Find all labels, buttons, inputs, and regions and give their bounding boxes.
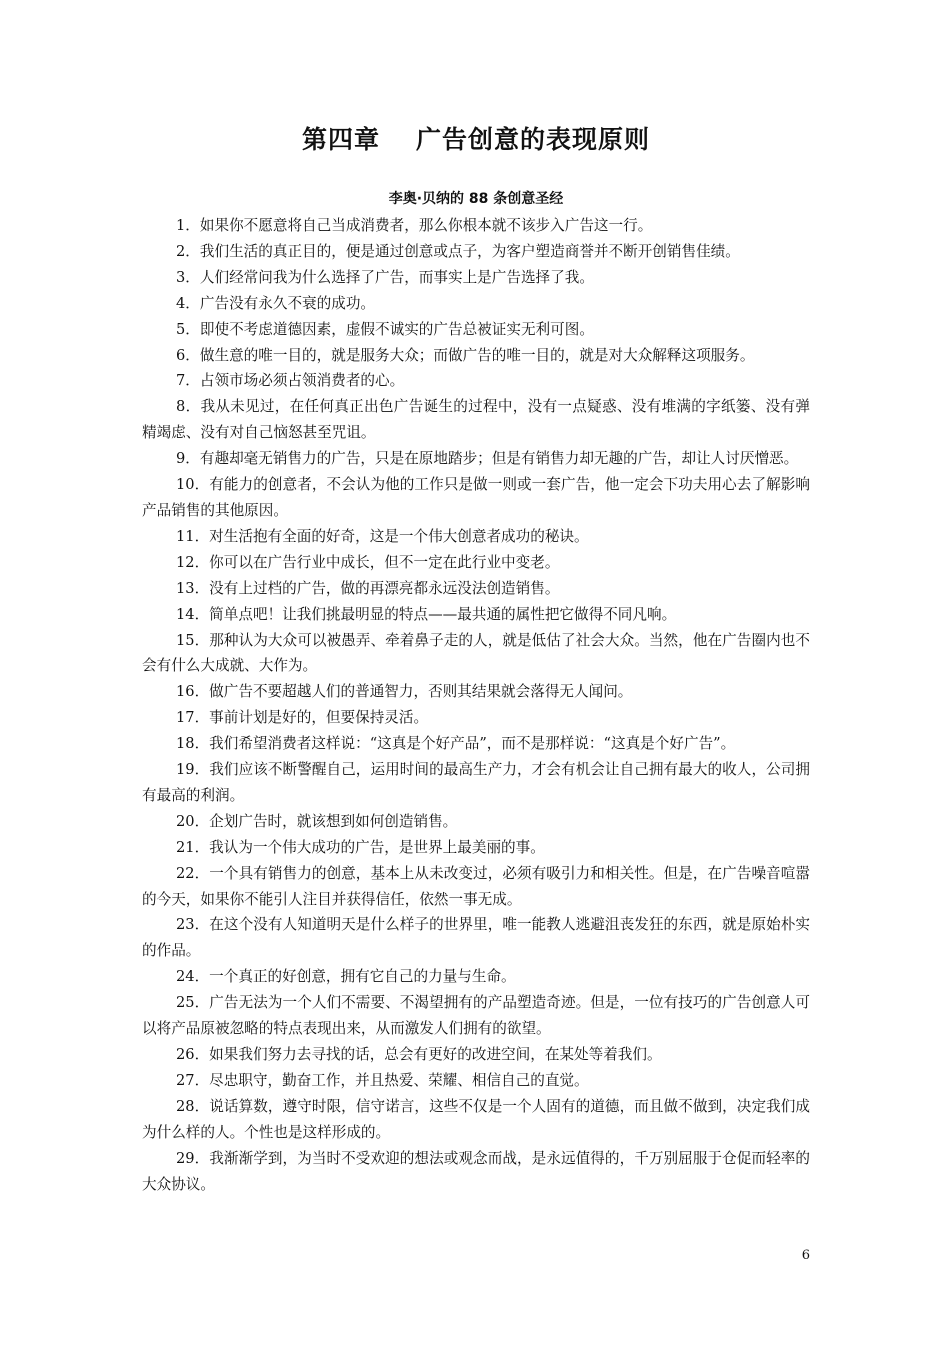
rule-item: 20．企划广告时，就该想到如何创造销售。 xyxy=(176,812,458,830)
rule-item: 5．即使不考虑道德因素，虚假不诚实的广告总被证实无利可图。 xyxy=(176,320,594,338)
rule-item: 24．一个真正的好创意，拥有它自己的力量与生命。 xyxy=(176,968,516,986)
rule-item: 16．做广告不要超越人们的普通智力，否则其结果就会落得无人闻问。 xyxy=(176,683,633,701)
rule-item: 25．广告无法为一个人们不需要、不渴望拥有的产品塑造奇迹。但是，一位有技巧的广告创意人可以将产品原被忽略的特点表现出来，从而激发人们拥有的欲望。 xyxy=(142,994,810,1038)
rule-item: 10．有能力的创意者，不会认为他的工作只是做一则或一套广告，他一定会下功夫用心去了解影响产品销售的其他原因。 xyxy=(142,476,810,519)
rule-item: 17．事前计划是好的，但要保持灵活。 xyxy=(176,709,429,727)
rule-item: 28．说话算数，遵守时限，信守诺言，这些不仅是一个人固有的道德，而且做不做到，决定我们成为什么样的人。个性也是这样形成的。 xyxy=(142,1097,810,1141)
rule-item: 12．你可以在广告行业中成长，但不一定在此行业中变老。 xyxy=(176,553,560,571)
rule-item: 15．那种认为大众可以被愚弄、牵着鼻子走的人，就是低估了社会大众。当然，他在广告圈内也不会有什么大成就、大作为。 xyxy=(142,631,810,675)
rule-item: 18．我们希望消费者这样说：“这真是个好产品”，而不是那样说：“这真是个好广告”。 xyxy=(176,735,736,753)
chapter-label: 第四章 xyxy=(301,125,380,154)
rule-item: 13．没有上过档的广告，做的再漂亮都永远没法创造销售。 xyxy=(176,579,560,597)
rule-item: 19．我们应该不断警醒自己，运用时间的最高生产力，才会有机会让自己拥有最大的收人，公司拥有最高的利润。 xyxy=(142,761,810,804)
rule-item: 8．我从未见过，在任何真正出色广告诞生的过程中，没有一点疑惑、没有堆满的字纸篓、没有弹精竭虑、没有对自己恼怒甚至咒诅。 xyxy=(142,398,810,442)
rule-item: 29．我渐渐学到，为当时不受欢迎的想法或观念而战，是永远值得的，千万别屈服于仓促而轻率的大众协议。 xyxy=(142,1149,810,1193)
chapter-name: 广告创意的表现原则 xyxy=(416,125,651,154)
rule-item: 2．我们生活的真正目的，便是通过创意或点子，为客户塑造商誉并不断开创销售佳绩。 xyxy=(176,242,740,260)
rule-item: 11．对生活抱有全面的好奇，这是一个伟大创意者成功的秘诀。 xyxy=(176,527,589,545)
chapter-title xyxy=(0,122,952,158)
rule-item: 1．如果你不愿意将自己当成消费者，那么你根本就不该步入广告这一行。 xyxy=(176,217,653,234)
section-title: 李奥·贝纳的 88 条创意圣经 xyxy=(388,191,564,207)
page-number: 6 xyxy=(801,1248,810,1263)
rule-item: 22．一个具有销售力的创意，基本上从未改变过，必须有吸引力和相关性。但是，在广告噪音喧嚣的今天，如果你不能引人注目并获得信任，依然一事无成。 xyxy=(142,864,810,908)
rule-item: 3．人们经常问我为什么选择了广告，而事实上是广告选择了我。 xyxy=(176,268,594,286)
rule-item: 14．简单点吧！让我们挑最明显的特点——最共通的属性把它做得不同凡响。 xyxy=(176,605,677,623)
rule-item: 27．尽忠职守，勤奋工作，并且热爱、荣耀、相信自己的直觉。 xyxy=(176,1071,589,1089)
rule-item: 4．广告没有永久不衰的成功。 xyxy=(176,294,376,312)
rule-item: 21．我认为一个伟大成功的广告，是世界上最美丽的事。 xyxy=(176,838,545,856)
rule-item: 7．占领市场必须占领消费者的心。 xyxy=(176,372,405,390)
rule-item: 6．做生意的唯一目的，就是服务大众；而做广告的唯一目的，就是对大众解释这项服务。 xyxy=(176,346,755,364)
rule-item: 26．如果我们努力去寻找的话，总会有更好的改进空间，在某处等着我们。 xyxy=(176,1046,662,1063)
rules-list xyxy=(142,213,810,1197)
rule-item: 9．有趣却毫无销售力的广告，只是在原地踏步；但是有销售力却无趣的广告，却让人讨厌憎恶。 xyxy=(176,450,799,468)
rule-item: 23．在这个没有人知道明天是什么样子的世界里，唯一能教人逃避沮丧发狂的东西，就是原始朴实的作品。 xyxy=(142,916,810,960)
